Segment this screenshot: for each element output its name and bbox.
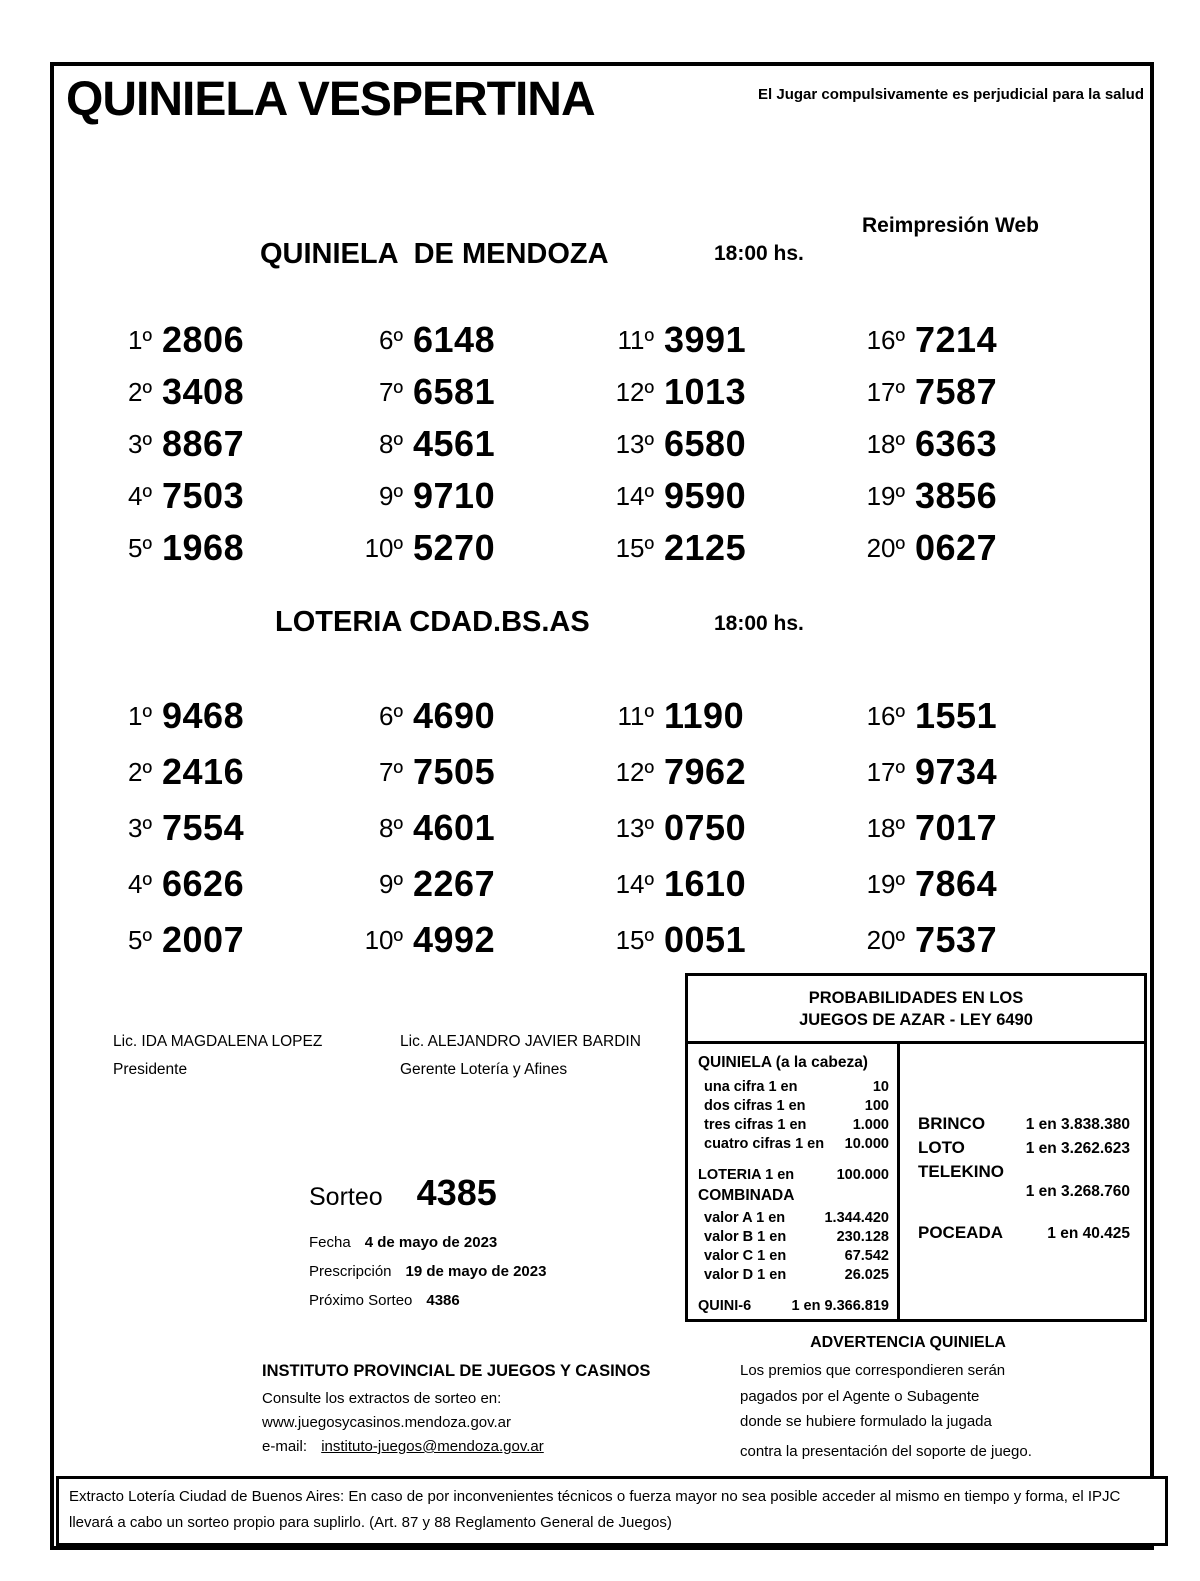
odds-label: valor B 1 en xyxy=(704,1229,787,1245)
result-cell xyxy=(853,856,1104,912)
result-position: 12º xyxy=(615,756,654,787)
result-number: 2267 xyxy=(413,863,496,904)
fecha-value: 4 de mayo de 2023 xyxy=(364,1234,498,1251)
result-number: 0627 xyxy=(915,527,998,568)
warning-block xyxy=(690,1334,1126,1464)
result-position: 8º xyxy=(379,428,403,459)
result-position: 3º xyxy=(128,428,152,459)
probabilities-title-line1: PROBABILIDADES EN LOS xyxy=(808,989,1024,1007)
game-odds-loto xyxy=(918,1138,1130,1158)
result-position: 13º xyxy=(615,812,654,843)
result-position: 15º xyxy=(615,532,654,563)
reprint-label: Reimpresión Web xyxy=(862,214,1039,237)
draw-title-mendoza: QUINIELA DE MENDOZA xyxy=(260,238,609,270)
results-grid-mendoza xyxy=(100,314,1104,574)
result-cell xyxy=(602,470,853,522)
result-cell xyxy=(100,800,351,856)
probabilities-right-column xyxy=(900,1044,1144,1319)
page-title: QUINIELA VESPERTINA xyxy=(66,73,595,126)
odds-row xyxy=(698,1078,889,1097)
result-position: 11º xyxy=(617,324,654,355)
warning-line: pagados por el Agente o Subagente xyxy=(740,1387,980,1405)
result-number: 1968 xyxy=(162,527,245,568)
result-number: 6581 xyxy=(413,371,496,412)
result-cell xyxy=(351,366,602,418)
result-number: 2806 xyxy=(162,319,245,360)
odds-label: LOTERIA 1 en xyxy=(698,1167,795,1183)
odds-label: dos cifras 1 en xyxy=(704,1098,806,1114)
result-cell xyxy=(602,418,853,470)
draw-time-mendoza: 18:00 hs. xyxy=(714,242,804,265)
warning-line: contra la presentación del soporte de juego. xyxy=(740,1442,1032,1460)
odds-label: cuatro cifras 1 en xyxy=(704,1136,825,1152)
result-position: 9º xyxy=(379,868,403,899)
result-number: 7017 xyxy=(915,807,998,848)
result-number: 7962 xyxy=(664,751,747,792)
result-cell xyxy=(100,912,351,968)
result-position: 2º xyxy=(128,376,152,407)
odds-label: QUINI-6 xyxy=(698,1298,752,1314)
result-position: 15º xyxy=(615,924,654,955)
odds-value: 1.000 xyxy=(852,1117,889,1133)
result-cell xyxy=(100,522,351,574)
result-number: 3991 xyxy=(664,319,747,360)
result-number: 4601 xyxy=(413,807,496,848)
result-position: 5º xyxy=(128,532,152,563)
official-manager xyxy=(400,1028,700,1084)
result-number: 6626 xyxy=(162,863,245,904)
result-cell xyxy=(100,418,351,470)
game-odds: 1 en 40.425 xyxy=(1047,1225,1130,1242)
result-cell xyxy=(853,800,1104,856)
email-label: e-mail: xyxy=(262,1438,308,1455)
result-number: 8867 xyxy=(162,423,245,464)
result-cell xyxy=(853,366,1104,418)
odds-label: valor D 1 en xyxy=(704,1267,787,1283)
result-number: 3856 xyxy=(915,475,998,516)
result-number: 9734 xyxy=(915,751,998,792)
official-name: Lic. IDA MAGDALENA LOPEZ xyxy=(113,1033,323,1050)
result-cell xyxy=(602,522,853,574)
odds-label: valor A 1 en xyxy=(704,1210,786,1226)
result-cell xyxy=(351,470,602,522)
result-cell xyxy=(853,744,1104,800)
result-cell xyxy=(602,688,853,744)
result-cell xyxy=(602,800,853,856)
institute-block xyxy=(262,1362,702,1459)
official-role: Gerente Lotería y Afines xyxy=(400,1061,568,1078)
result-position: 14º xyxy=(615,868,654,899)
odds-row xyxy=(698,1228,889,1247)
combinada-heading: COMBINADA xyxy=(698,1187,795,1204)
result-cell xyxy=(351,688,602,744)
result-position: 7º xyxy=(379,756,403,787)
game-odds-telekino xyxy=(918,1162,1130,1201)
quiniela-odds-heading: QUINIELA (a la cabeza) xyxy=(698,1054,868,1071)
result-number: 9710 xyxy=(413,475,496,516)
loteria-odds-row xyxy=(698,1166,889,1185)
odds-row xyxy=(698,1135,889,1154)
institute-name: INSTITUTO PROVINCIAL DE JUEGOS Y CASINOS xyxy=(262,1362,651,1380)
official-president xyxy=(113,1028,413,1084)
odds-row xyxy=(698,1116,889,1135)
result-cell xyxy=(853,522,1104,574)
odds-label: valor C 1 en xyxy=(704,1248,787,1264)
result-position: 14º xyxy=(615,480,654,511)
odds-value: 1.344.420 xyxy=(824,1210,889,1226)
game-name: TELEKINO xyxy=(918,1162,1004,1181)
result-cell xyxy=(100,366,351,418)
result-cell xyxy=(602,856,853,912)
result-number: 7214 xyxy=(915,319,998,360)
result-number: 5270 xyxy=(413,527,496,568)
result-position: 4º xyxy=(128,868,152,899)
result-cell xyxy=(100,856,351,912)
proximo-sorteo-label: Próximo Sorteo xyxy=(309,1292,413,1309)
result-cell xyxy=(100,688,351,744)
result-position: 3º xyxy=(128,812,152,843)
result-cell xyxy=(853,470,1104,522)
probabilities-title-line2: JUEGOS DE AZAR - LEY 6490 xyxy=(799,1011,1033,1029)
consult-line: Consulte los extractos de sorteo en: xyxy=(262,1390,502,1407)
result-number: 4690 xyxy=(413,695,496,736)
prescripcion-value: 19 de mayo de 2023 xyxy=(405,1263,547,1280)
fecha-label: Fecha xyxy=(309,1234,351,1251)
result-number: 7554 xyxy=(162,807,245,848)
result-position: 1º xyxy=(128,700,152,731)
result-position: 7º xyxy=(379,376,403,407)
result-number: 1551 xyxy=(915,695,998,736)
odds-label: tres cifras 1 en xyxy=(704,1117,807,1133)
result-position: 6º xyxy=(379,700,403,731)
result-number: 2416 xyxy=(162,751,245,792)
warning-title: ADVERTENCIA QUINIELA xyxy=(810,1334,1006,1351)
result-cell xyxy=(100,314,351,366)
odds-value: 10.000 xyxy=(844,1136,889,1152)
result-position: 10º xyxy=(364,924,403,955)
result-number: 2125 xyxy=(664,527,747,568)
result-position: 19º xyxy=(866,480,905,511)
result-position: 6º xyxy=(379,324,403,355)
result-number: 7587 xyxy=(915,371,998,412)
result-number: 3408 xyxy=(162,371,245,412)
result-cell xyxy=(602,366,853,418)
odds-value: 100 xyxy=(864,1098,889,1114)
official-name: Lic. ALEJANDRO JAVIER BARDIN xyxy=(400,1033,641,1050)
result-cell xyxy=(602,912,853,968)
result-position: 20º xyxy=(866,924,905,955)
game-name: BRINCO xyxy=(918,1114,986,1133)
result-cell xyxy=(602,744,853,800)
result-number: 7864 xyxy=(915,863,998,904)
odds-value: 1 en 9.366.819 xyxy=(791,1298,889,1314)
odds-value: 100.000 xyxy=(836,1167,889,1183)
odds-row xyxy=(698,1247,889,1266)
prescripcion-label: Prescripción xyxy=(309,1263,392,1280)
result-position: 9º xyxy=(379,480,403,511)
sorteo-label: Sorteo xyxy=(309,1183,383,1211)
probabilities-box xyxy=(685,973,1147,1322)
game-odds: 1 en 3.262.623 xyxy=(1025,1140,1130,1157)
result-position: 16º xyxy=(866,700,905,731)
result-cell xyxy=(100,470,351,522)
result-position: 11º xyxy=(617,700,654,731)
odds-row xyxy=(698,1097,889,1116)
result-number: 9468 xyxy=(162,695,245,736)
proximo-sorteo-value: 4386 xyxy=(426,1292,460,1309)
draw-info-block xyxy=(309,1172,669,1315)
odds-row xyxy=(698,1266,889,1285)
game-odds: 1 en 3.268.760 xyxy=(1025,1183,1130,1200)
warning-line: Los premios que correspondieren serán xyxy=(740,1362,1006,1379)
result-number: 2007 xyxy=(162,919,245,960)
odds-value: 10 xyxy=(872,1079,889,1095)
result-number: 6363 xyxy=(915,423,998,464)
result-cell xyxy=(351,856,602,912)
result-number: 7503 xyxy=(162,475,245,516)
result-position: 18º xyxy=(866,428,905,459)
result-position: 18º xyxy=(866,812,905,843)
quini6-odds-row xyxy=(698,1297,889,1316)
result-number: 4992 xyxy=(413,919,496,960)
probabilities-left-column xyxy=(688,1044,900,1319)
result-number: 1610 xyxy=(664,863,747,904)
result-position: 12º xyxy=(615,376,654,407)
odds-value: 67.542 xyxy=(844,1248,889,1264)
odds-label: una cifra 1 en xyxy=(704,1079,798,1095)
result-position: 8º xyxy=(379,812,403,843)
result-number: 7505 xyxy=(413,751,496,792)
result-position: 2º xyxy=(128,756,152,787)
game-odds-brinco xyxy=(918,1114,1130,1134)
result-cell xyxy=(853,688,1104,744)
result-cell xyxy=(853,314,1104,366)
draw-time-bsas: 18:00 hs. xyxy=(714,612,804,635)
email-link[interactable]: instituto-juegos@mendoza.gov.ar xyxy=(321,1438,544,1455)
result-cell xyxy=(351,314,602,366)
draw-title-bsas: LOTERIA CDAD.BS.AS xyxy=(275,606,590,638)
result-position: 20º xyxy=(866,532,905,563)
official-role: Presidente xyxy=(113,1061,188,1078)
result-number: 1013 xyxy=(664,371,747,412)
result-cell xyxy=(351,744,602,800)
result-number: 0051 xyxy=(664,919,747,960)
result-cell xyxy=(351,912,602,968)
result-position: 17º xyxy=(866,756,905,787)
result-number: 6148 xyxy=(413,319,496,360)
game-odds-poceada xyxy=(918,1223,1130,1243)
warning-line: donde se hubiere formulado la jugada xyxy=(740,1413,992,1430)
result-number: 7537 xyxy=(915,919,998,960)
results-grid-bsas xyxy=(100,688,1104,968)
odds-value: 230.128 xyxy=(836,1229,889,1245)
result-number: 9590 xyxy=(664,475,747,516)
result-cell xyxy=(351,418,602,470)
result-position: 1º xyxy=(128,324,152,355)
result-cell xyxy=(853,418,1104,470)
result-cell xyxy=(351,800,602,856)
result-position: 19º xyxy=(866,868,905,899)
health-warning-text: El Jugar compulsivamente es perjudicial para la salud xyxy=(758,86,1144,103)
result-position: 16º xyxy=(866,324,905,355)
footer-disclaimer: Extracto Lotería Ciudad de Buenos Aires: En caso de por inconvenientes técnicos o fuerza mayor no sea posible acceder al mismo en tiempo y forma, el IPJC llevará a cabo un sorteo propio para suplirlo. (Art. 87 y 88 Reglamento General de Juegos) xyxy=(56,1476,1168,1546)
game-name: LOTO xyxy=(918,1138,965,1157)
result-position: 13º xyxy=(615,428,654,459)
result-cell xyxy=(853,912,1104,968)
website-link[interactable]: www.juegosycasinos.mendoza.gov.ar xyxy=(262,1414,512,1431)
result-position: 10º xyxy=(364,532,403,563)
result-position: 4º xyxy=(128,480,152,511)
result-position: 5º xyxy=(128,924,152,955)
document-page xyxy=(50,62,1154,1550)
game-odds: 1 en 3.838.380 xyxy=(1025,1116,1130,1133)
game-name: POCEADA xyxy=(918,1223,1004,1242)
sorteo-number: 4385 xyxy=(416,1172,497,1213)
result-position: 17º xyxy=(866,376,905,407)
result-cell xyxy=(100,744,351,800)
result-number: 1190 xyxy=(664,695,745,736)
result-number: 0750 xyxy=(664,807,747,848)
result-cell xyxy=(351,522,602,574)
odds-value: 26.025 xyxy=(844,1267,889,1283)
result-number: 6580 xyxy=(664,423,747,464)
probabilities-title xyxy=(688,976,1144,1044)
result-number: 4561 xyxy=(413,423,496,464)
result-cell xyxy=(602,314,853,366)
odds-row xyxy=(698,1209,889,1228)
